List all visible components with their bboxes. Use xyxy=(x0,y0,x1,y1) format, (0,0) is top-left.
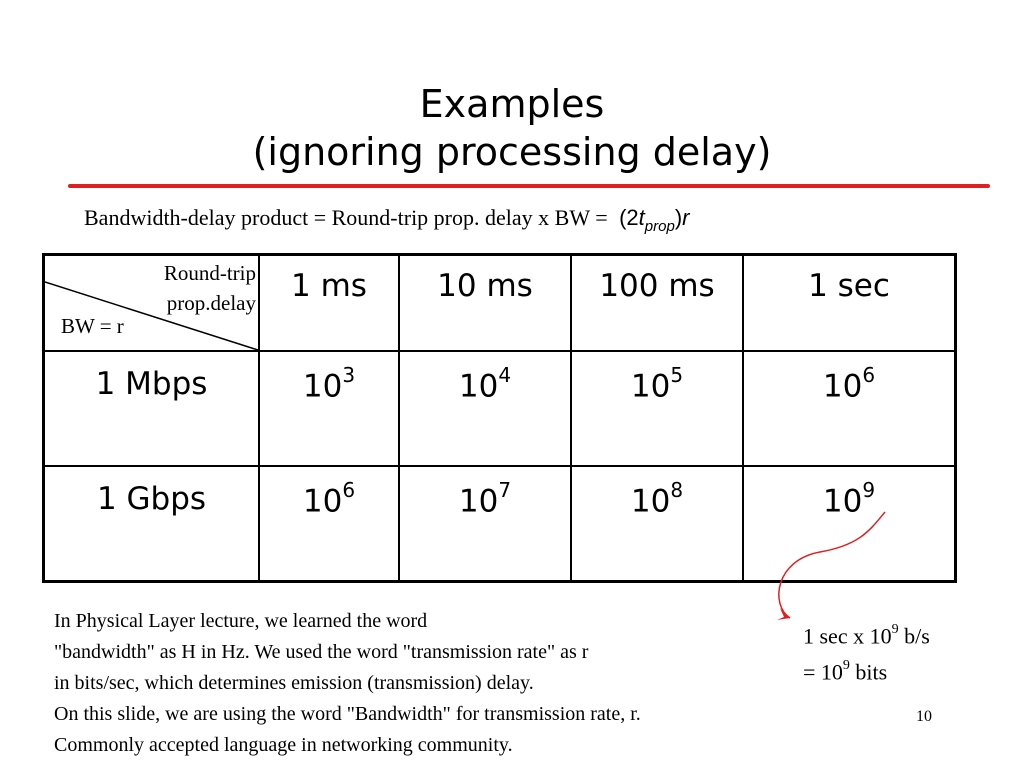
row-header: 1 Gbps xyxy=(44,466,260,582)
column-header: 100 ms xyxy=(571,255,743,352)
note-line: in bits/sec, which determines emission (transmission) delay. xyxy=(54,672,534,694)
note-line: Commonly accepted language in networking community. xyxy=(54,734,513,756)
table-cell: $10^5$ xyxy=(571,351,743,466)
column-header: 1 ms xyxy=(259,255,399,352)
title-line-1: Examples xyxy=(419,82,605,126)
formula-math: $(2t_{prop})r$ xyxy=(619,205,690,235)
table-cell: $10^7$ xyxy=(399,466,571,582)
note-line: In Physical Layer lecture, we learned the word xyxy=(54,610,428,632)
calc-line-2: = $10^9$ bits xyxy=(803,658,888,685)
explanation-note xyxy=(54,606,641,761)
table-cell: $10^6$ xyxy=(259,466,399,582)
column-header: 10 ms xyxy=(399,255,571,352)
table-cell: $10^3$ xyxy=(259,351,399,466)
table-cell: $10^6$ xyxy=(743,351,956,466)
column-header: 1 sec xyxy=(743,255,956,352)
calc-line-1: 1 sec x $10^9$ b/s xyxy=(803,622,930,649)
table-cell: $10^8$ xyxy=(571,466,743,582)
corner-bottom-label: BW = r xyxy=(61,314,124,338)
title-line-2: (ignoring processing delay) xyxy=(252,130,772,174)
formula-text: Bandwidth-delay product = Round-trip prop. delay x BW = xyxy=(84,205,608,230)
table-cell: $10^4$ xyxy=(399,351,571,466)
note-line: "bandwidth" as H in Hz. We used the word "transmission rate" as r xyxy=(54,641,589,663)
table-cell: $10^9$ xyxy=(743,466,956,582)
row-header: 1 Mbps xyxy=(44,351,260,466)
corner-top-label: Round-trip prop.delay xyxy=(163,261,256,315)
note-line: On this slide, we are using the word "Bandwidth" for transmission rate, r. xyxy=(54,703,641,725)
calculation-callout xyxy=(803,616,930,689)
page-number: 10 xyxy=(916,708,932,725)
